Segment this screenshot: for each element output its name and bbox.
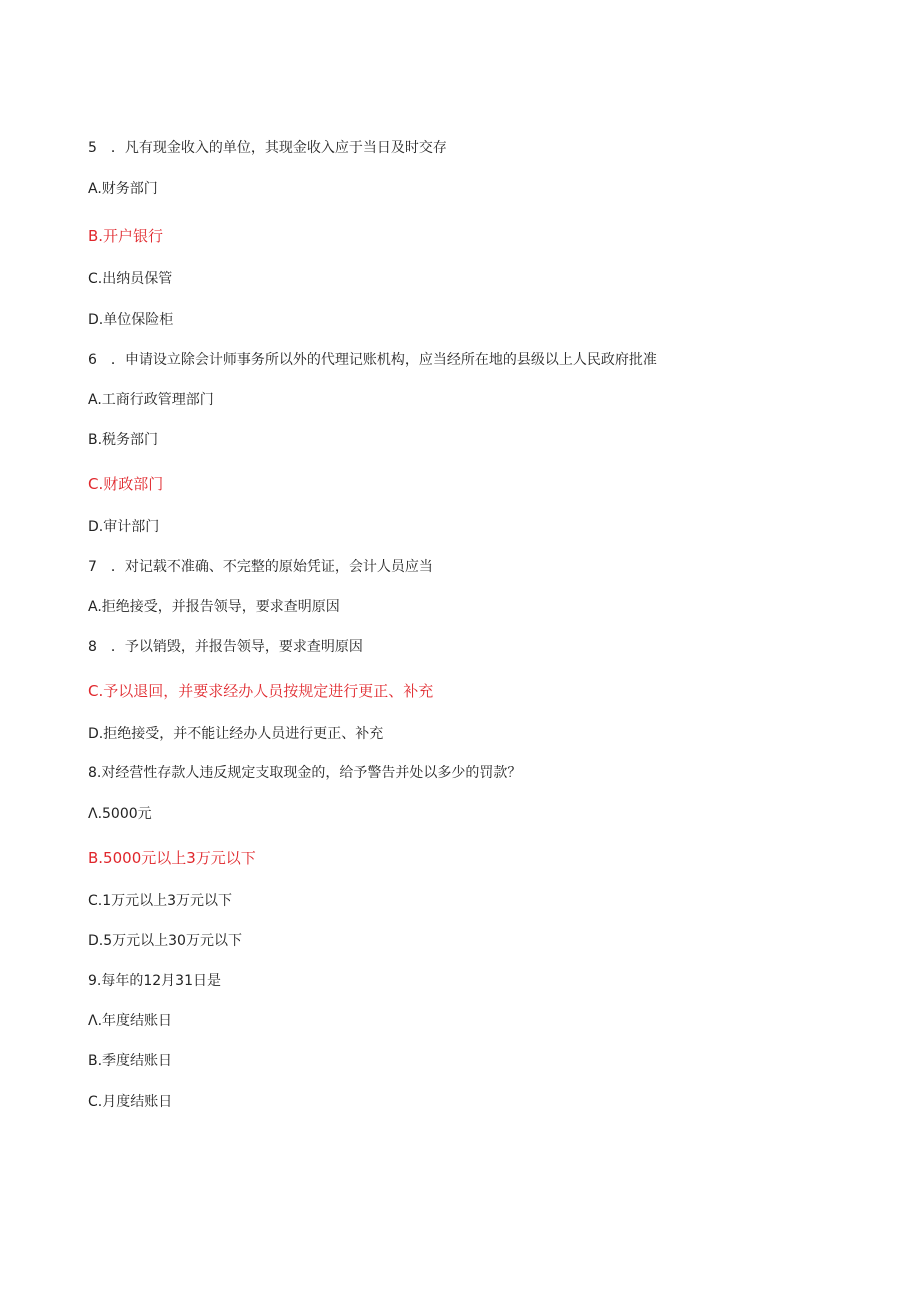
question-5-text: 5 ．凡有现金收入的单位，其现金收入应于当日及时交存 <box>88 140 447 156</box>
question-8-text: 8.对经营性存款人违反规定支取现金的，给予警告并处以多少的罚款？ <box>88 765 522 781</box>
question-6-answer-option-c: C.财政部门 <box>88 475 164 493</box>
question-7-option-a: A.拒绝接受，并报告领导，要求查明原因 <box>88 599 340 615</box>
question-7-text: 7 ．对记载不准确、不完整的原始凭证，会计人员应当 <box>88 559 433 575</box>
question-6-option-d: D.审计部门 <box>88 519 160 535</box>
question-9-option-a: Λ.年度结账日 <box>88 1013 173 1029</box>
question-8-option-c: C.1万元以上3万元以下 <box>88 893 233 909</box>
question-6-option-a: A.工商行政管理部门 <box>88 392 214 408</box>
question-7-answer-option-c: C.予以退回，并要求经办人员按规定进行更正、补充 <box>88 682 434 700</box>
question-5-answer-option-b: B.开户银行 <box>88 227 164 245</box>
question-8-answer-option-b: B.5000元以上3万元以下 <box>88 849 256 867</box>
question-6-text: 6 ．申请设立除会计师事务所以外的代理记账机构，应当经所在地的县级以上人民政府批准 <box>88 352 657 368</box>
question-8-option-d: D.5万元以上30万元以下 <box>88 933 242 949</box>
question-6-option-b: B.税务部门 <box>88 432 159 448</box>
question-7-option-b: 8 ．予以销毁，并报告领导，要求查明原因 <box>88 639 363 655</box>
question-7-option-d: D.拒绝接受，并不能让经办人员进行更正、补充 <box>88 726 384 742</box>
question-5-option-c: C.出纳员保管 <box>88 271 173 287</box>
question-9-option-c: C.月度结账日 <box>88 1094 173 1110</box>
question-8-option-a: Λ.5000元 <box>88 806 152 822</box>
question-5-option-a: A.财务部门 <box>88 181 158 197</box>
question-5-option-d: D.单位保险柜 <box>88 312 174 328</box>
question-9-option-b: B.季度结账日 <box>88 1053 173 1069</box>
question-9-text: 9.每年的12月31日是 <box>88 973 221 989</box>
